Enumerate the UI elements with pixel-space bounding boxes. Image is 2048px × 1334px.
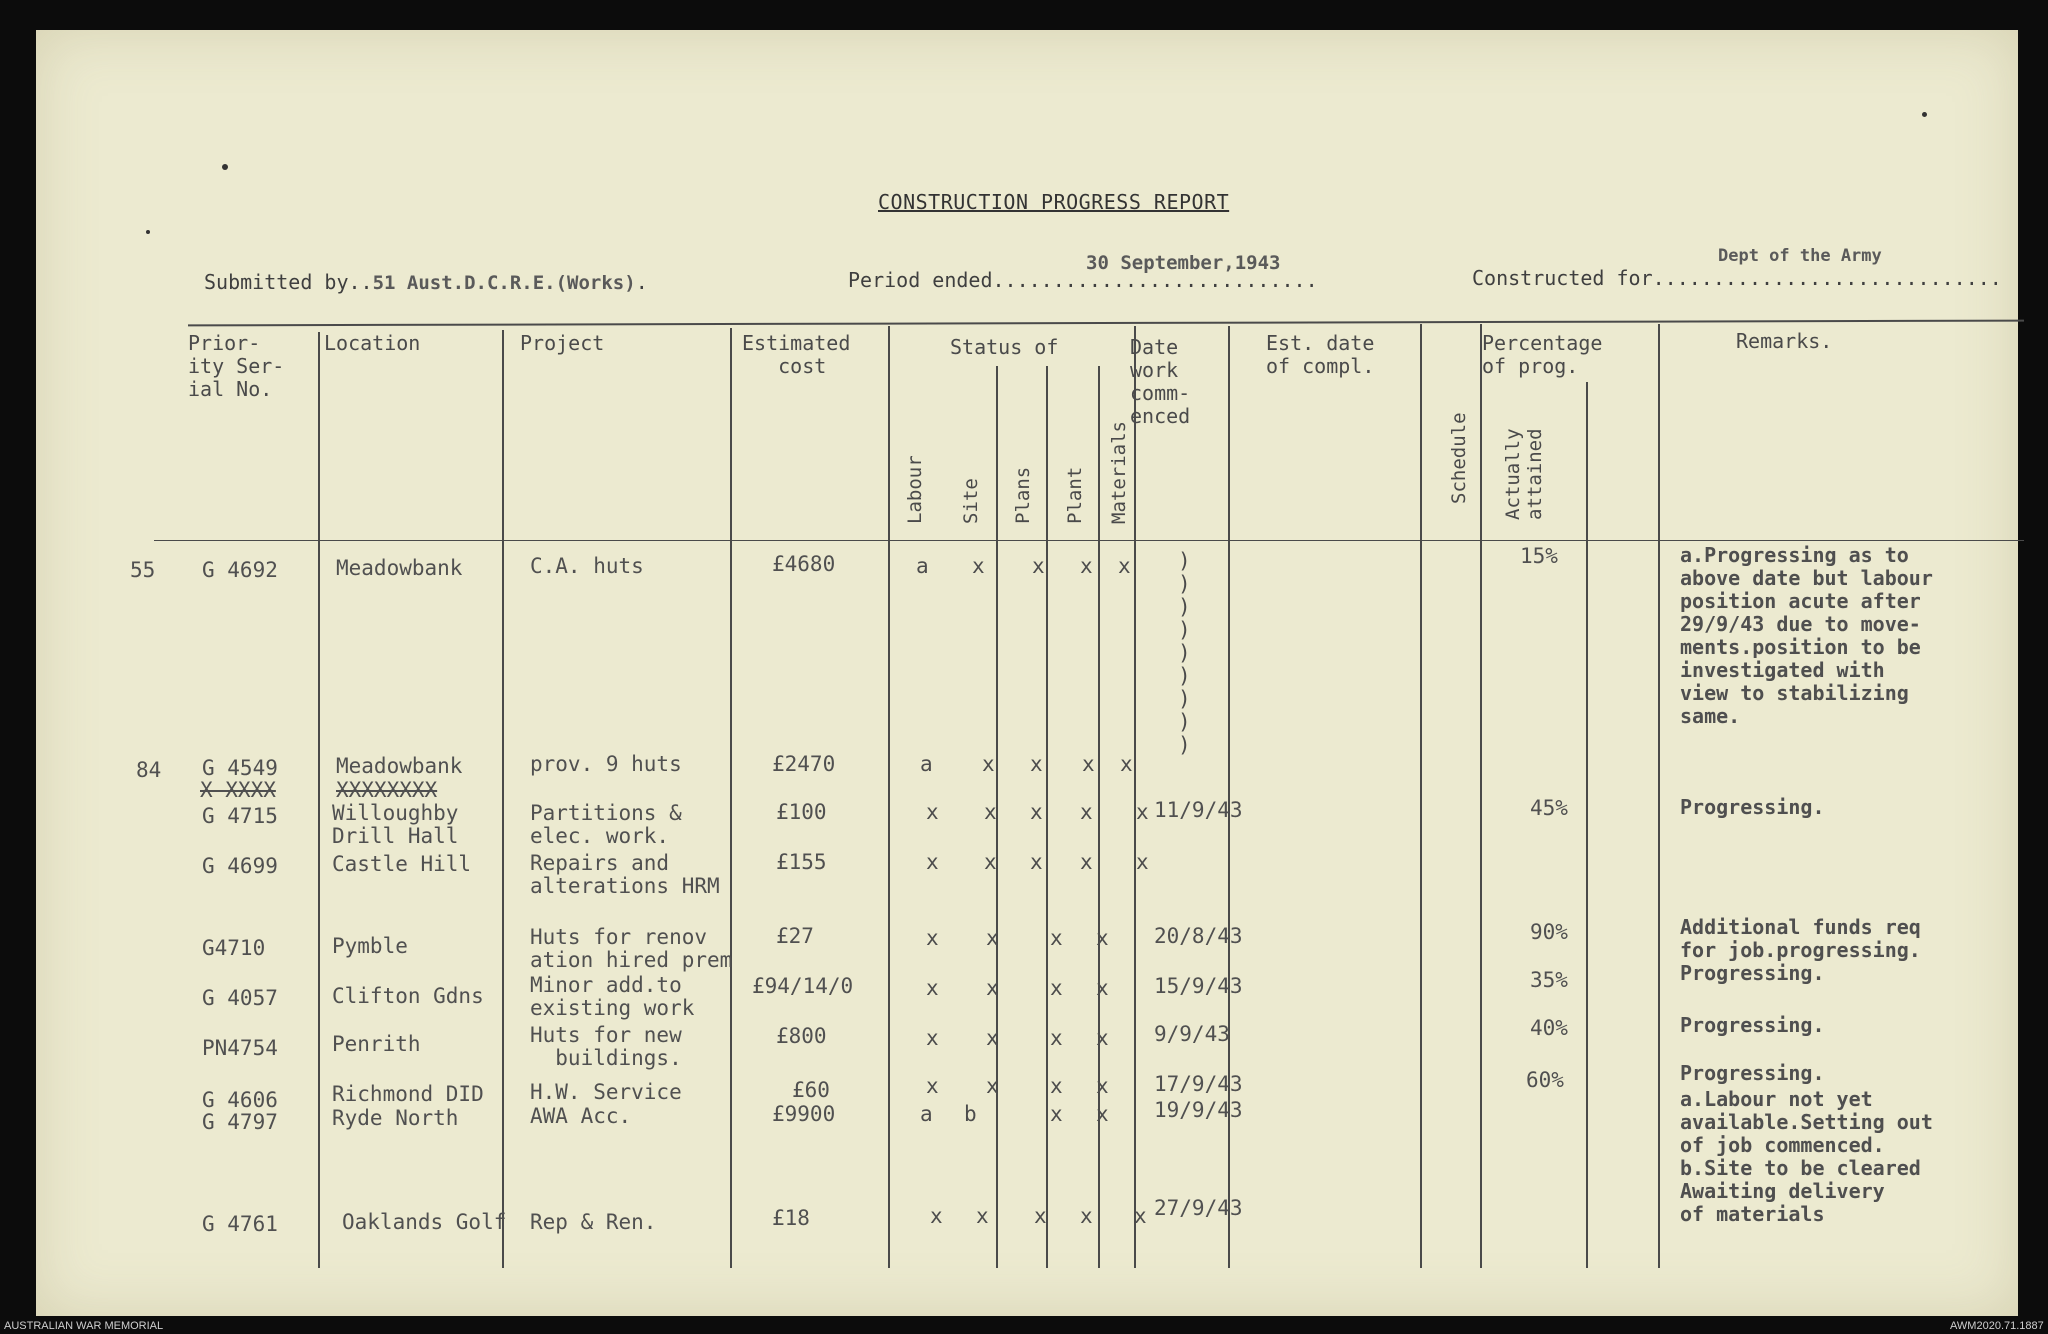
row-location: Meadowbank: [336, 556, 463, 580]
header-actually-attained: Actually attained: [1502, 428, 1546, 520]
row-location: Castle Hill: [332, 852, 472, 876]
row-cost: £2470: [772, 752, 836, 776]
submitted-value: 51 Aust.D.C.R.E.(Works): [372, 272, 636, 294]
col-divider-remarks: [1658, 324, 1660, 1268]
row-site-mark: x: [984, 850, 997, 874]
ink-speck: [1922, 112, 1927, 117]
row-site-mark: x: [972, 554, 985, 578]
row-labour-mark: x: [926, 976, 939, 1000]
ink-speck: [146, 230, 150, 234]
row-serial: G 4606: [202, 1088, 278, 1112]
row-project: Minor add.to existing work: [530, 973, 695, 1020]
constructed-label-text: Constructed for: [1472, 266, 1653, 290]
row-serial: G 4549: [202, 756, 278, 780]
row-location-struck: XXXXXXXX: [336, 778, 438, 802]
row-site-mark: x: [986, 976, 999, 1000]
header-estimated-cost: Estimated cost: [742, 331, 851, 378]
row-project: Partitions & elec. work.: [530, 801, 682, 848]
row-plant-mark: x: [1080, 1204, 1093, 1228]
row-site-mark: x: [982, 752, 995, 776]
row-cost: £60: [792, 1078, 830, 1102]
row-cost: £94/14/0: [752, 974, 854, 998]
period-value: 30 September,1943: [1086, 252, 1281, 274]
constructed-dots: .............................: [1652, 266, 2002, 290]
header-site: Site: [960, 478, 982, 524]
row-materials-mark: x: [1096, 1074, 1109, 1098]
row-cost: £100: [776, 800, 827, 824]
row-materials-mark: x: [1136, 850, 1149, 874]
row-cost: £9900: [772, 1102, 836, 1126]
row-site-mark: x: [986, 926, 999, 950]
header-plant: Plant: [1064, 466, 1086, 524]
ink-speck: [222, 164, 228, 170]
header-project: Project: [520, 331, 605, 355]
submitted-label: [204, 270, 648, 294]
header-status-of: Status of: [950, 335, 1059, 359]
header-plans: Plans: [1012, 466, 1034, 524]
row-serial: G 4057: [202, 986, 278, 1010]
row-plant-mark: x: [1050, 1074, 1063, 1098]
row-date: 19/9/43: [1154, 1098, 1243, 1122]
row-date: 17/9/43: [1154, 1072, 1243, 1096]
row-location: Penrith: [332, 1032, 421, 1056]
row-plans-mark: x: [1030, 800, 1043, 824]
row-cost: £27: [776, 924, 814, 948]
header-date-work-commenced: Date work comm- enced: [1130, 335, 1191, 428]
row-plant-mark: x: [1050, 976, 1063, 1000]
row-remarks: Progressing.: [1680, 961, 1825, 985]
row-cost: £18: [772, 1206, 810, 1230]
row-plant-mark: x: [1080, 554, 1093, 578]
row-plans-mark: x: [1034, 1204, 1047, 1228]
row-serial: G 4715: [202, 804, 278, 828]
header-labour: Labour: [904, 455, 926, 524]
row-labour-mark: a: [920, 752, 933, 776]
row-percentage: 40%: [1530, 1016, 1568, 1040]
row-remarks: a.Progressing as to above date but labour position acute after 29/9/43 due to move- ments.position to be investigated with view to stabilizing same.: [1680, 543, 1933, 728]
row-plans-mark: x: [1030, 850, 1043, 874]
submitted-label-text: Submitted by: [204, 270, 349, 294]
report-title: CONSTRUCTION PROGRESS REPORT: [878, 190, 1230, 214]
col-divider-est: [1420, 324, 1422, 1268]
row-plant-mark: x: [1082, 752, 1095, 776]
document-page: [36, 30, 2018, 1316]
constructed-value: Dept of the Army: [1718, 246, 1882, 266]
header-location: Location: [324, 331, 421, 355]
row-materials-mark: x: [1118, 554, 1131, 578]
row-percentage: 15%: [1520, 544, 1558, 568]
row-labour-mark: x: [926, 800, 939, 824]
row-location: Willoughby Drill Hall: [332, 801, 459, 848]
row-materials-mark: x: [1096, 926, 1109, 950]
bracket-marks: ) ) ) ) ) ) ) ) ): [1178, 549, 1191, 757]
table-header-rule: [154, 540, 2024, 541]
row-remarks: Additional funds req for job.progressing.: [1680, 915, 1921, 962]
period-dots: ...........................: [992, 268, 1318, 292]
row-site-mark: x: [976, 1204, 989, 1228]
row-serial-struck: X XXXX: [200, 778, 276, 802]
row-materials-mark: x: [1134, 1204, 1147, 1228]
row-location: Oaklands Golf: [342, 1210, 507, 1234]
row-number: 84: [136, 758, 162, 782]
period-label-text: Period ended: [848, 268, 993, 292]
col-divider-actually: [1586, 382, 1588, 1268]
row-date: 9/9/43: [1154, 1022, 1230, 1046]
row-date: 15/9/43: [1154, 974, 1243, 998]
row-location: Ryde North: [332, 1106, 459, 1130]
row-remarks: Progressing.: [1680, 1061, 1825, 1085]
row-serial: G 4761: [202, 1212, 278, 1236]
row-location: Richmond DID: [332, 1082, 484, 1106]
footer-catalogue-id: AWM2020.71.1887: [1950, 1320, 2044, 1332]
table-top-rule: [188, 320, 2024, 327]
row-remarks: a.Labour not yet available.Setting out of job commenced. b.Site to be cleared Awaiting delivery of materials: [1680, 1087, 1933, 1226]
row-site-mark: x: [986, 1026, 999, 1050]
row-materials-mark: x: [1096, 1102, 1109, 1126]
col-divider-plans: [1046, 366, 1048, 1268]
header-est-completion: Est. date of compl.: [1266, 331, 1375, 378]
row-date: 11/9/43: [1154, 798, 1243, 822]
row-date: 27/9/43: [1154, 1196, 1243, 1220]
row-cost: £800: [776, 1024, 827, 1048]
row-serial: G 4692: [202, 558, 278, 582]
col-divider-materials: [1134, 326, 1136, 1268]
row-labour-mark: a: [916, 554, 929, 578]
row-percentage: 35%: [1530, 968, 1568, 992]
row-remarks: Progressing.: [1680, 1013, 1825, 1037]
row-materials-mark: x: [1120, 752, 1133, 776]
col-divider-schedule: [1480, 324, 1482, 1268]
row-location: Clifton Gdns: [332, 984, 484, 1008]
col-divider-plant: [1098, 366, 1100, 1268]
row-plant-mark: x: [1050, 1026, 1063, 1050]
row-project: Repairs and alterations HRM: [530, 851, 720, 898]
row-site-mark: x: [984, 800, 997, 824]
row-site-mark: x: [986, 1074, 999, 1098]
col-divider-location: [318, 332, 320, 1268]
header-schedule: Schedule: [1448, 412, 1470, 504]
row-materials-mark: x: [1096, 976, 1109, 1000]
footer-archive-label: AUSTRALIAN WAR MEMORIAL: [4, 1320, 164, 1332]
row-labour-mark: a: [920, 1102, 933, 1126]
row-date: 20/8/43: [1154, 924, 1243, 948]
row-site-mark: b: [964, 1102, 977, 1126]
row-location: Meadowbank: [336, 754, 463, 778]
header-materials: Materials: [1108, 421, 1130, 524]
row-plant-mark: x: [1080, 850, 1093, 874]
row-plant-mark: x: [1050, 926, 1063, 950]
col-divider-status: [888, 326, 890, 1268]
row-location: Pymble: [332, 934, 408, 958]
row-project: H.W. Service: [530, 1080, 682, 1104]
row-project: AWA Acc.: [530, 1104, 632, 1128]
row-labour-mark: x: [930, 1204, 943, 1228]
row-project: Huts for new buildings.: [530, 1023, 682, 1070]
constructed-label: [1472, 266, 2002, 290]
row-percentage: 45%: [1530, 796, 1568, 820]
row-project: Huts for renov ation hired prem: [530, 925, 733, 972]
header-percentage: Percentage of prog.: [1482, 331, 1603, 378]
row-number: 55: [130, 558, 156, 582]
row-percentage: 60%: [1526, 1068, 1564, 1092]
header-priority: Prior- ity Ser- ial No.: [188, 331, 285, 401]
row-project: Rep & Ren.: [530, 1210, 657, 1234]
row-labour-mark: x: [926, 926, 939, 950]
row-project: C.A. huts: [530, 554, 644, 578]
row-materials-mark: x: [1096, 1026, 1109, 1050]
row-cost: £4680: [772, 552, 836, 576]
row-labour-mark: x: [926, 1026, 939, 1050]
row-serial: G 4797: [202, 1110, 278, 1134]
row-serial: G4710: [202, 936, 266, 960]
row-remarks: Progressing.: [1680, 795, 1825, 819]
col-divider-date: [1228, 326, 1230, 1268]
header-remarks: Remarks.: [1736, 329, 1833, 353]
row-serial: PN4754: [202, 1036, 278, 1060]
row-cost: £155: [776, 850, 827, 874]
row-materials-mark: x: [1136, 800, 1149, 824]
row-labour-mark: x: [926, 850, 939, 874]
row-plant-mark: x: [1050, 1102, 1063, 1126]
col-divider-cost: [730, 328, 732, 1268]
row-labour-mark: x: [926, 1074, 939, 1098]
row-plans-mark: x: [1030, 752, 1043, 776]
row-serial: G 4699: [202, 854, 278, 878]
row-project: prov. 9 huts: [530, 752, 682, 776]
submitted-dots: ..: [348, 270, 373, 294]
row-plans-mark: x: [1032, 554, 1045, 578]
col-divider-project: [502, 330, 504, 1268]
row-percentage: 90%: [1530, 920, 1568, 944]
row-plant-mark: x: [1080, 800, 1093, 824]
submitted-dots-end: .: [635, 270, 648, 294]
